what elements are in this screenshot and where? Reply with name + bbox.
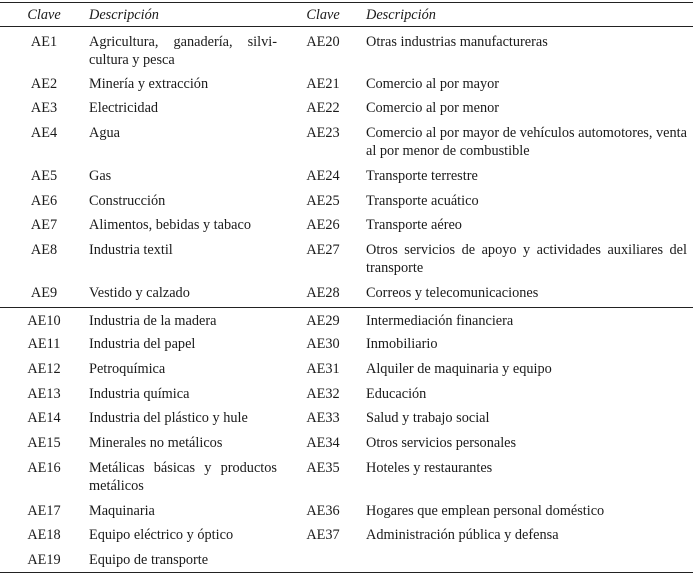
descripcion-cell: Industria química — [89, 386, 190, 402]
clave-cell: AE29 — [306, 313, 340, 329]
descripcion-cell: Industria de la madera — [89, 313, 217, 329]
descripcion-cell: Industria del plástico y hule — [89, 410, 248, 426]
descripcion-cell: Educación — [366, 386, 427, 402]
bottom-rule — [0, 572, 693, 573]
descripcion-cell: Administración pública y defensa — [366, 527, 559, 543]
clave-cell: AE27 — [306, 242, 340, 258]
clave-cell: AE15 — [27, 435, 61, 451]
header-rule — [0, 26, 693, 27]
descripcion-cell: Transporte terrestre — [366, 168, 478, 184]
descripcion-cell: Petroquímica — [89, 361, 166, 377]
descripcion-cell: Equipo de transporte — [89, 552, 209, 568]
descripcion-cell: Otros servicios personales — [366, 435, 517, 451]
clave-cell: AE25 — [306, 193, 340, 209]
clave-cell: AE34 — [306, 435, 340, 451]
descripcion-cell: Correos y telecomunicaciones — [366, 285, 539, 301]
descripcion-cell: Comercio al por mayor — [366, 76, 500, 92]
descripcion-cell: Gas — [89, 168, 112, 184]
clave-cell: AE24 — [306, 168, 340, 184]
mid-rule — [0, 307, 693, 308]
descripcion-cell: Alquiler de maquinaria y equipo — [366, 361, 552, 377]
descripcion-cell: Metálicas básicas y productos metálicos — [89, 460, 277, 494]
descripcion-cell: Equipo eléctrico y óptico — [89, 527, 234, 543]
clave-cell: AE37 — [306, 527, 340, 543]
clave-cell: AE2 — [30, 76, 58, 92]
header-clave-left: Clave — [27, 7, 61, 23]
descripcion-cell: Inmobiliario — [366, 336, 438, 352]
clave-cell: AE12 — [27, 361, 61, 377]
clave-cell: AE33 — [306, 410, 340, 426]
descripcion-cell: Hogares que emplean personal doméstico — [366, 503, 605, 519]
descripcion-cell: Transporte acuático — [366, 193, 479, 209]
clave-cell: AE32 — [306, 386, 340, 402]
descripcion-cell: Industria textil — [89, 242, 173, 258]
descripcion-cell: Comercio al por mayor de vehículos automotores, venta al por menor de combustible — [366, 125, 687, 159]
clave-cell: AE10 — [27, 313, 61, 329]
clave-cell: AE8 — [30, 242, 58, 258]
clave-cell: AE22 — [306, 100, 340, 116]
clave-cell: AE6 — [30, 193, 58, 209]
clave-cell: AE16 — [27, 460, 61, 476]
clave-cell: AE4 — [30, 125, 58, 141]
clave-cell: AE18 — [27, 527, 61, 543]
clave-cell: AE36 — [306, 503, 340, 519]
clave-cell: AE26 — [306, 217, 340, 233]
descripcion-cell: Vestido y calzado — [89, 285, 190, 301]
header-descripcion-right: Descripción — [366, 7, 436, 23]
clave-cell: AE3 — [30, 100, 58, 116]
descripcion-cell: Electricidad — [89, 100, 159, 116]
clave-cell: AE28 — [306, 285, 340, 301]
descripcion-cell: Hoteles y restaurantes — [366, 460, 493, 476]
descripcion-cell: Construcción — [89, 193, 166, 209]
clave-cell: AE35 — [306, 460, 340, 476]
descripcion-cell: Agua — [89, 125, 120, 141]
descripcion-cell: Comercio al por menor — [366, 100, 500, 116]
clave-cell: AE7 — [30, 217, 58, 233]
descripcion-cell: Alimentos, bebidas y tabaco — [89, 217, 251, 233]
clave-cell: AE1 — [30, 34, 58, 50]
clave-cell: AE5 — [30, 168, 58, 184]
descripcion-cell: Transporte aéreo — [366, 217, 462, 233]
descripcion-cell: Minerales no metálicos — [89, 435, 223, 451]
clave-cell: AE30 — [306, 336, 340, 352]
descripcion-cell: Agricultura, ganadería, silvi-cultura y pesca — [89, 34, 277, 68]
clave-cell: AE9 — [30, 285, 58, 301]
top-rule — [0, 2, 693, 3]
clave-cell: AE21 — [306, 76, 340, 92]
clave-cell: AE20 — [306, 34, 340, 50]
header-descripcion-left: Descripción — [89, 7, 159, 23]
descripcion-cell: Industria del papel — [89, 336, 196, 352]
clave-cell: AE17 — [27, 503, 61, 519]
clave-cell: AE13 — [27, 386, 61, 402]
descripcion-cell: Maquinaria — [89, 503, 155, 519]
descripcion-cell: Salud y trabajo social — [366, 410, 490, 426]
header-clave-right: Clave — [306, 7, 340, 23]
clave-cell: AE11 — [27, 336, 61, 352]
descripcion-cell: Intermediación financiera — [366, 313, 514, 329]
descripcion-cell: Otras industrias manufactureras — [366, 34, 548, 50]
clave-cell: AE14 — [27, 410, 61, 426]
clave-cell: AE23 — [306, 125, 340, 141]
descripcion-cell: Minería y extracción — [89, 76, 209, 92]
descripcion-cell: Otros servicios de apoyo y actividades auxiliares del transporte — [366, 242, 687, 276]
clave-cell: AE19 — [27, 552, 61, 568]
clave-cell: AE31 — [306, 361, 340, 377]
